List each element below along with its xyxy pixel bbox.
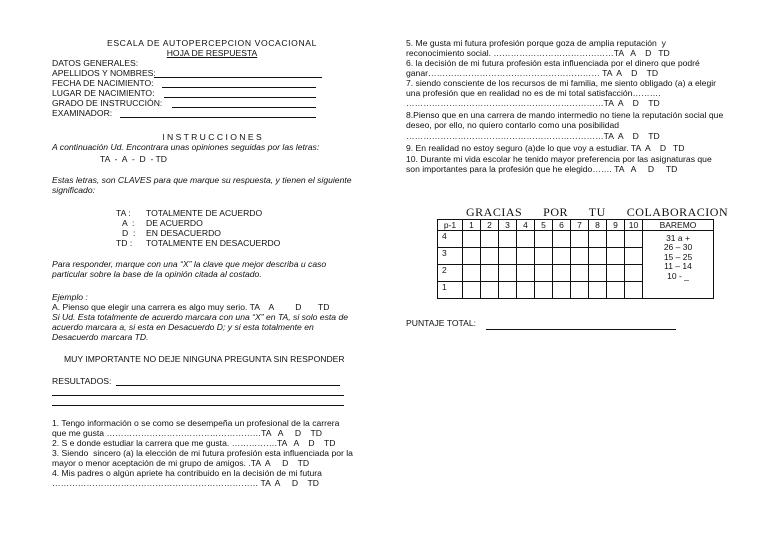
field-label-apellidos: APELLIDOS Y NOMBRES: [52, 68, 156, 78]
item-3-line-2: mayor o menor aceptación de mi grupo de amigos. .TA A D TD [52, 458, 310, 468]
score-cell[interactable] [607, 248, 625, 265]
score-col-9: 9 [607, 220, 625, 231]
item-1-line-2: que me gusta ………………………………………………TA A D TD [52, 428, 322, 438]
puntaje-label: PUNTAJE TOTAL: [406, 318, 477, 328]
ejemplo-note-3: Desacuerdo marcara TD. [52, 332, 149, 342]
item-8-line-3: ……………………………………………………………TA A D TD [406, 131, 660, 141]
score-cell[interactable] [625, 231, 643, 248]
item-1-line-1: 1. Tengo información o se como se desempeña un profesional de la carrera [52, 418, 340, 428]
resultados-label: RESULTADOS: [52, 376, 112, 386]
score-cell[interactable] [571, 282, 589, 299]
item-8-line-1: 8.Pienso que en una carrera de mando intermedio no tiene la reputación social que [406, 110, 724, 120]
score-col-1: 1 [463, 220, 481, 231]
resultados-line-2[interactable] [52, 395, 344, 396]
baremo-value: 11 – 14 [664, 261, 692, 272]
item-4-line-1: 4. Mis padres o algún apriete ha contribuido en la decisión de mi futura [52, 468, 322, 478]
field-line-examinador[interactable] [120, 117, 316, 118]
legend-code-td: TD : [116, 238, 133, 248]
item-8-line-2: deseo, por ello, no quiero contarlo como una posibilidad [406, 120, 620, 130]
importante-note: MUY IMPORTANTE NO DEJE NINGUNA PREGUNTA SIN RESPONDER [64, 354, 345, 364]
field-label-examinador: EXAMINADOR: [52, 108, 113, 118]
score-cell[interactable] [517, 231, 535, 248]
score-col-6: 6 [553, 220, 571, 231]
field-line-fecha[interactable] [162, 87, 316, 88]
item-5-line-1: 5. Me gusta mi futura profesión porque goza de amplia reputación y [406, 38, 666, 48]
field-label-lugar: LUGAR DE NACIMIENTO: [52, 88, 155, 98]
score-cell[interactable] [553, 248, 571, 265]
gracias-heading: GRACIAS POR TU COLABORACION [466, 205, 729, 219]
field-line-lugar[interactable] [164, 97, 316, 98]
score-cell[interactable] [553, 231, 571, 248]
score-cell[interactable] [499, 282, 517, 299]
ejemplo-statement: A. Pienso que elegir una carrera es algo muy serio. TA A D TD [52, 302, 330, 312]
score-cell[interactable] [481, 231, 499, 248]
score-row-label: 3 [438, 248, 463, 265]
score-cell[interactable] [589, 282, 607, 299]
legend-meaning-d: EN DESACUERDO [146, 228, 221, 238]
legend-meaning-td: TOTALMENTE EN DESACUERDO [146, 238, 281, 248]
field-line-apellidos[interactable] [154, 77, 322, 78]
score-header-row [438, 220, 714, 231]
score-cell[interactable] [499, 231, 517, 248]
legend-meaning-ta: TOTALMENTE DE ACUERDO [146, 208, 263, 218]
score-cell[interactable] [499, 248, 517, 265]
form-subtitle: HOJA DE RESPUESTA [166, 48, 258, 58]
score-table [437, 219, 714, 299]
score-cell[interactable] [625, 282, 643, 299]
ejemplo-heading: Ejemplo : [52, 292, 88, 302]
legend-meaning-a: DE ACUERDO [146, 218, 203, 228]
baremo-value: 10 - _ [667, 270, 689, 281]
score-col-3: 3 [499, 220, 517, 231]
legend-code-ta: TA : [116, 208, 131, 218]
datos-heading: DATOS GENERALES: [52, 58, 139, 68]
score-cell[interactable] [607, 265, 625, 282]
score-cell[interactable] [499, 265, 517, 282]
item-5-line-2: reconocimiento social. ……………………………………TA A D TD [406, 48, 670, 58]
score-col-2: 2 [481, 220, 499, 231]
score-col-4: 4 [517, 220, 535, 231]
score-cell[interactable] [463, 282, 481, 299]
score-cell[interactable] [463, 265, 481, 282]
score-cell[interactable] [607, 282, 625, 299]
score-cell[interactable] [589, 231, 607, 248]
score-cell[interactable] [517, 265, 535, 282]
score-cell[interactable] [571, 248, 589, 265]
score-cell[interactable] [463, 231, 481, 248]
instrucciones-heading: I N S T R U C C I O N E S [162, 132, 262, 142]
score-cell[interactable] [625, 265, 643, 282]
score-cell[interactable] [535, 231, 553, 248]
item-2-line: 2. S e donde estudiar la carrera que me gusta. …………….TA A D TD [52, 438, 336, 448]
item-7-line-2: una profesión que en realidad no es de mi total satisfacción………. [406, 88, 661, 98]
claves-text-2: significado: [52, 185, 95, 195]
field-label-fecha: FECHA DE NACIMIENTO: [52, 78, 154, 88]
score-cell[interactable] [625, 248, 643, 265]
responder-text-2: particular sobre la base de la opinión citada al costado. [52, 269, 262, 279]
score-cell[interactable] [481, 265, 499, 282]
baremo-values [643, 231, 714, 299]
instrucciones-intro: A continuación Ud. Encontrara unas opiniones seguidas por las letras: [52, 142, 320, 152]
field-label-grado: GRADO DE INSTRUCCIÓN: [52, 98, 163, 108]
claves-text-1: Estas letras, son CLAVES para que marque su respuesta, y tienen el siguiente [52, 175, 352, 185]
score-cell[interactable] [571, 265, 589, 282]
legend-code-d: D : [122, 228, 136, 238]
item-10-line-1: 10. Durante mi vida escolar he tenido mayor preferencia por las asignaturas que [406, 154, 712, 164]
score-row-4 [438, 231, 714, 248]
item-9-line: 9. En realidad no estoy seguro (a)de lo que voy a estudiar. TA A D TD [406, 143, 685, 153]
score-cell[interactable] [463, 248, 481, 265]
item-10-line-2: son importantes para la profesión que he elegido……. TA A D TD [406, 164, 678, 174]
score-cell[interactable] [535, 282, 553, 299]
score-col-10: 10 [625, 220, 643, 231]
legend-code-a: A : [122, 218, 135, 228]
form-title: ESCALA DE AUTOPERCEPCION VOCACIONAL [107, 38, 317, 48]
resultados-line-3[interactable] [52, 405, 344, 406]
score-cell[interactable] [589, 248, 607, 265]
resultados-line-1[interactable] [116, 385, 340, 386]
item-6-line-1: 6. la decisión de mi futura profesión esta influenciada por el dinero que podré [406, 58, 700, 68]
score-row-label: 1 [438, 282, 463, 299]
score-cell[interactable] [481, 248, 499, 265]
baremo-value: 31 a + [666, 233, 690, 243]
baremo-value: 15 – 25 [663, 251, 693, 262]
item-7-line-1: 7. siendo consciente de los recursos de mi familia, me siento obligado (a) a elegir [406, 78, 717, 88]
ejemplo-note-1: Si Ud. Esta totalmente de acuerdo marcara con una “X” en TA, si solo esta de [52, 312, 348, 322]
responder-text-1: Para responder, marque con una “X” la clave que mejor describa u caso [52, 259, 327, 269]
score-col-7: 7 [571, 220, 589, 231]
score-cell[interactable] [553, 265, 571, 282]
item-4-line-2: ……………………………………………………………… TA A D TD [52, 478, 319, 488]
item-6-line-2: ganar…………………………………………………… TA A D TD [406, 68, 659, 78]
item-7-line-3: ……………………………………………………………TA A D TD [406, 98, 660, 108]
puntaje-line[interactable] [486, 329, 676, 330]
baremo-value: 26 – 30 [663, 242, 693, 253]
field-line-grado[interactable] [172, 107, 316, 108]
score-row-label: 4 [438, 231, 463, 248]
score-corner: p-1 [438, 220, 463, 231]
score-cell[interactable] [517, 282, 535, 299]
score-row-label: 2 [438, 265, 463, 282]
score-cell[interactable] [553, 282, 571, 299]
score-cell[interactable] [589, 265, 607, 282]
score-cell[interactable] [481, 282, 499, 299]
score-col-8: 8 [589, 220, 607, 231]
score-cell[interactable] [535, 265, 553, 282]
score-cell[interactable] [535, 248, 553, 265]
item-3-line-1: 3. Siendo sincero (a) la elección de mi futura profesión esta influenciada por la [52, 448, 353, 458]
ejemplo-note-2: acuerdo marcara a, si esta en Desacuerdo D; y si esta totalmente en [52, 322, 314, 332]
score-col-5: 5 [535, 220, 553, 231]
score-cell[interactable] [607, 231, 625, 248]
baremo-header: BAREMO [643, 220, 714, 231]
score-cell[interactable] [571, 231, 589, 248]
letters-line: TA - A - D - TD [100, 154, 168, 164]
score-cell[interactable] [517, 248, 535, 265]
